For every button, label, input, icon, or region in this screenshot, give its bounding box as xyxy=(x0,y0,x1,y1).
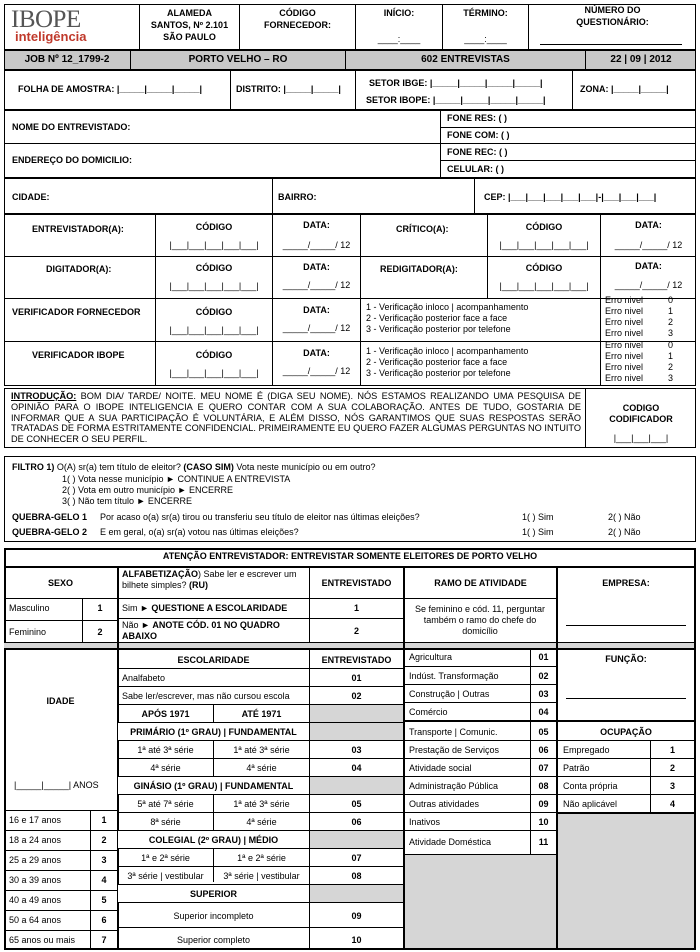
critico-data-field[interactable]: _____/_____/ 12 xyxy=(614,240,683,250)
idade-code: 2 xyxy=(101,835,107,845)
verif-forn-codigo-label: CÓDIGO xyxy=(195,307,233,317)
empresa-header: EMPRESA: xyxy=(602,578,650,588)
sup-row-2-code: 10 xyxy=(351,935,362,945)
digitador-data-field[interactable]: _____/_____/ 12 xyxy=(282,280,351,290)
ramo-row[interactable]: Comércio xyxy=(409,707,448,717)
idade-anos-field[interactable]: |_____|_____| ANOS xyxy=(14,780,99,790)
quebra-gelo-2-sim[interactable]: 1( ) Sim xyxy=(522,527,554,537)
gin-row-2-ate[interactable]: 4ª série xyxy=(246,817,277,827)
ramo-row[interactable]: Agricultura xyxy=(409,652,453,662)
ramo-code: 10 xyxy=(538,817,549,827)
gin-row-1-apos[interactable]: 5ª até 7ª série xyxy=(137,799,194,809)
entrevistador-data-label: DATA: xyxy=(303,220,330,230)
job-city: PORTO VELHO – RO xyxy=(188,54,288,65)
erro-label: Erro nivel xyxy=(605,373,644,383)
cidade-field[interactable]: CIDADE: xyxy=(12,192,50,202)
folha-amostra-field[interactable]: FOLHA DE AMOSTRA: |_____|_____|_____| xyxy=(18,84,202,94)
ramo-code: 11 xyxy=(538,837,549,847)
ramo-code: 06 xyxy=(538,745,549,755)
col-row-2-apos[interactable]: 3ª série | vestibular xyxy=(127,871,204,881)
erro-num: 2 xyxy=(668,362,674,372)
sup-row-1-code: 09 xyxy=(351,911,362,921)
distrito-field[interactable]: DISTRITO: |_____|_____| xyxy=(236,84,341,94)
zona-field[interactable]: ZONA: |_____|_____| xyxy=(580,84,669,94)
gin-row-2-code: 06 xyxy=(351,817,362,827)
intro-text xyxy=(11,391,581,445)
escol-sabe-ler-code: 02 xyxy=(351,691,362,701)
funcao-field[interactable] xyxy=(566,698,686,699)
gin-row-1-ate[interactable]: 1ª até 3ª série xyxy=(233,799,290,809)
ocupacao-row[interactable]: Patrão xyxy=(563,763,590,773)
verif-ibope-option-3: 3 - Verificação posterior por telefone xyxy=(366,368,511,378)
alfab-nao-text: Não ► xyxy=(122,620,153,630)
verificador-fornecedor-label: VERIFICADOR FORNECEDOR xyxy=(12,307,141,317)
prim-row-2-code: 04 xyxy=(351,763,362,773)
apos-1971-header: APÓS 1971 xyxy=(141,709,190,719)
idade-code: 5 xyxy=(101,895,107,905)
job-date: 22 | 09 | 2012 xyxy=(610,54,672,65)
sexo-masculino[interactable]: Masculino xyxy=(9,603,50,613)
erro-label: Erro nivel xyxy=(605,317,644,327)
redigitador-data-field[interactable]: _____/_____/ 12 xyxy=(614,280,683,290)
filtro-question-text: O(A) sr(a) tem título de eleitor? xyxy=(54,462,181,472)
entrevistador-codigo-field[interactable]: |___|___|___|___|___| xyxy=(169,240,259,250)
erro-num: 3 xyxy=(668,373,674,383)
filtro-option-2[interactable]: 2( ) Vota em outro município ► ENCERRE xyxy=(62,485,233,495)
redigitador-label: REDIGITADOR(A): xyxy=(380,264,458,274)
atencao-banner: ATENÇÃO ENTREVISTADOR: ENTREVISTAR SOMENTE ELEITORES DE PORTO VELHO xyxy=(162,551,538,561)
verif-ibope-option-1: 1 - Verificação inloco | acompanhamento xyxy=(366,346,529,356)
escol-sabe-ler[interactable]: Sabe ler/escrever, mas não cursou escola xyxy=(122,691,290,701)
col-row-1-code: 07 xyxy=(351,853,362,863)
address-line-2: SANTOS, Nº 2.101 xyxy=(150,20,229,30)
idade-header: IDADE xyxy=(46,696,75,706)
idade-row[interactable]: 30 a 39 anos xyxy=(9,875,62,885)
filtro-option-3[interactable]: 3( ) Não tem título ► ENCERRE xyxy=(62,496,192,506)
logo-inteligencia-text: inteligência xyxy=(15,29,87,44)
ramo-code: 05 xyxy=(538,727,549,737)
alfab-nao-option[interactable] xyxy=(122,620,306,642)
col-row-2-code: 08 xyxy=(351,871,362,881)
ginasio-header: GINÁSIO (1º GRAU) | FUNDAMENTAL xyxy=(133,781,294,791)
setor-ibge-field[interactable]: SETOR IBGE: |_____|_____|_____|_____| xyxy=(369,78,543,88)
inicio-label: INÍCIO: xyxy=(383,8,415,18)
ramo-row[interactable]: Outras atividades xyxy=(409,799,480,809)
quebra-gelo-1-text: Por acaso o(a) sr(a) tirou ou transferiu seu título de eleitor nas últimas eleições? xyxy=(100,512,420,522)
job-interviews: 602 ENTREVISTAS xyxy=(421,54,510,65)
contact-block xyxy=(4,110,696,178)
alfab-sim-code: 1 xyxy=(353,603,359,613)
erro-label: Erro nivel xyxy=(605,328,644,338)
ocupacao-row[interactable]: Não aplicável xyxy=(563,799,618,809)
idade-code: 3 xyxy=(101,855,107,865)
col-row-1-ate[interactable]: 1ª e 2ª série xyxy=(237,853,286,863)
colegial-header: COLEGIAL (2º GRAU) | MÉDIO xyxy=(148,835,279,845)
entrevistador-data-field[interactable]: _____/_____/ 12 xyxy=(282,240,351,250)
prim-row-2-apos[interactable]: 4ª série xyxy=(150,763,181,773)
numero-questionario-field[interactable] xyxy=(540,44,682,45)
verif-forn-data-label: DATA: xyxy=(303,305,330,315)
alfabetizacao-label: ALFABETIZAÇÃO xyxy=(122,569,198,579)
ramo-code: 08 xyxy=(538,781,549,791)
bairro-field[interactable]: BAIRRO: xyxy=(278,192,317,202)
empresa-field[interactable] xyxy=(566,625,686,626)
numero-questionario-label-2: QUESTIONÁRIO: xyxy=(576,17,649,27)
erro-num: 0 xyxy=(668,295,674,305)
idade-code: 1 xyxy=(101,815,107,825)
idade-row[interactable]: 16 e 17 anos xyxy=(9,815,62,825)
sexo-feminino[interactable]: Feminino xyxy=(9,627,47,637)
primario-header: PRIMÁRIO (1º GRAU) | FUNDAMENTAL xyxy=(130,727,297,737)
alfab-sim-option[interactable] xyxy=(122,603,287,613)
verif-forn-codigo-field[interactable]: |___|___|___|___|___| xyxy=(169,325,259,335)
fone-rec-field[interactable]: FONE REC: ( ) xyxy=(447,147,508,157)
codigo-fornecedor-label: CÓDIGO xyxy=(279,8,316,18)
ocupacao-code: 4 xyxy=(669,799,675,809)
alfab-nao-action: ANOTE CÓD. 01 NO QUADRO ABAIXO xyxy=(122,620,280,641)
erro-num: 2 xyxy=(668,317,674,327)
ramo-row[interactable]: Atividade social xyxy=(409,763,472,773)
prim-row-1-ate[interactable]: 1ª até 3ª série xyxy=(233,745,290,755)
erro-label: Erro nivel xyxy=(605,351,644,361)
celular-field[interactable]: CELULAR: ( ) xyxy=(447,164,504,174)
quebra-gelo-2-label: QUEBRA-GELO 2 xyxy=(12,527,88,537)
funcao-header: FUNÇÃO: xyxy=(605,654,647,664)
redigitador-codigo-field[interactable]: |___|___|___|___|___| xyxy=(499,281,589,291)
inicio-time-field[interactable]: ____:____ xyxy=(377,34,421,44)
escol-analfabeto-code: 01 xyxy=(351,673,362,683)
alfabetizacao-ru: (RU) xyxy=(189,580,209,590)
erro-label: Erro nivel xyxy=(605,295,644,305)
critico-label: CRÍTICO(A): xyxy=(396,224,449,234)
alfab-sim-text: Sim ► xyxy=(122,603,152,613)
ate-1971-header: ATÉ 1971 xyxy=(241,709,282,719)
endereco-field[interactable]: ENDEREÇO DO DOMICILIO: xyxy=(12,155,133,165)
ocupacao-gray-fill xyxy=(558,814,694,948)
erro-label: Erro nivel xyxy=(605,340,644,350)
ramo-header: RAMO DE ATIVIDADE xyxy=(434,578,527,588)
ramo-row[interactable]: Inativos xyxy=(409,817,441,827)
address-line-1: ALAMEDA xyxy=(167,8,212,18)
col-row-1-apos[interactable]: 1ª e 2ª série xyxy=(141,853,190,863)
filtro-label: FILTRO 1) xyxy=(12,462,55,472)
prim-row-1-apos[interactable]: 1ª até 3ª série xyxy=(137,745,194,755)
idade-row[interactable]: 18 a 24 anos xyxy=(9,835,62,845)
prim-row-2-ate[interactable]: 4ª série xyxy=(246,763,277,773)
verif-ibope-codigo-field[interactable]: |___|___|___|___|___| xyxy=(169,368,259,378)
redigitador-codigo-label: CÓDIGO xyxy=(525,263,563,273)
quebra-gelo-2-text: E em geral, o(a) sr(a) votou nas últimas eleições? xyxy=(100,527,299,537)
ocupacao-row[interactable]: Empregado xyxy=(563,745,610,755)
ramo-code: 07 xyxy=(538,763,549,773)
ramo-row[interactable]: Construção | Outras xyxy=(409,689,490,699)
codigo-fornecedor-label-2: FORNECEDOR: xyxy=(264,20,331,30)
filtro-question-text-2: Vota neste município ou em outro? xyxy=(233,462,376,472)
verif-forn-option-3: 3 - Verificação posterior por telefone xyxy=(366,324,511,334)
ocupacao-code: 3 xyxy=(669,781,675,791)
alfabetizacao-text: ) Sabe ler e escrever um bilhete simples? xyxy=(122,569,297,590)
filtro-question xyxy=(12,462,375,472)
codificador-label-2: CODIFICADOR xyxy=(609,414,673,424)
ramo-row[interactable]: Indúst. Transformação xyxy=(409,671,499,681)
nome-entrevistado-field[interactable]: NOME DO ENTREVISTADO: xyxy=(12,122,131,132)
gin-row-2-apos[interactable]: 8ª série xyxy=(150,817,181,827)
alfab-entrevistado-header: ENTREVISTADO xyxy=(321,578,392,588)
erro-num: 0 xyxy=(668,340,674,350)
ocupacao-code: 1 xyxy=(669,745,675,755)
verif-ibope-codigo-label: CÓDIGO xyxy=(195,350,233,360)
ramo-code: 01 xyxy=(538,652,549,662)
superior-header: SUPERIOR xyxy=(189,889,237,899)
verif-ibope-data-label: DATA: xyxy=(303,348,330,358)
col-row-2-ate[interactable]: 3ª série | vestibular xyxy=(223,871,300,881)
logo-ibope-text: IBOPE xyxy=(11,6,81,33)
setor-ibope-field[interactable]: SETOR IBOPE: |_____|_____|_____|_____| xyxy=(366,95,546,105)
erro-num: 3 xyxy=(668,328,674,338)
termino-label: TÉRMINO: xyxy=(463,8,508,18)
sup-row-2[interactable]: Superior completo xyxy=(176,935,251,945)
escol-analfabeto[interactable]: Analfabeto xyxy=(122,673,166,683)
cep-field[interactable]: CEP: |___|___|___|___|___|-|___|___|___| xyxy=(484,192,657,202)
ramo-code: 03 xyxy=(538,689,549,699)
erro-num: 1 xyxy=(668,351,674,361)
numero-questionario-label: NÚMERO DO xyxy=(584,5,641,15)
idade-code: 4 xyxy=(101,875,107,885)
idade-row[interactable]: 25 a 29 anos xyxy=(9,855,62,865)
filtro-caso: (CASO SIM) xyxy=(180,462,234,472)
alfab-nao-code: 2 xyxy=(353,626,359,636)
ramo-code: 02 xyxy=(538,671,549,681)
ramo-code: 04 xyxy=(538,707,549,717)
digitador-codigo-field[interactable]: |___|___|___|___|___| xyxy=(169,281,259,291)
idade-row[interactable]: 65 anos ou mais xyxy=(9,935,76,945)
verificador-ibope-label: VERIFICADOR IBOPE xyxy=(32,350,125,360)
verif-ibope-option-2: 2 - Verificação posterior face a face xyxy=(366,357,508,367)
verif-forn-option-1: 1 - Verificação inloco | acompanhamento xyxy=(366,302,529,312)
gin-row-1-code: 05 xyxy=(351,799,362,809)
idade-row[interactable]: 50 a 64 anos xyxy=(9,915,62,925)
fone-com-field[interactable]: FONE COM: ( ) xyxy=(447,130,510,140)
ramo-row[interactable]: Prestação de Serviços xyxy=(409,745,500,755)
codificador-field[interactable]: |___|___|___| xyxy=(613,433,669,443)
idade-row[interactable]: 40 a 49 anos xyxy=(9,895,62,905)
escol-entrevistado-header: ENTREVISTADO xyxy=(321,655,392,665)
critico-codigo-label: CÓDIGO xyxy=(525,222,563,232)
sexo-header: SEXO xyxy=(47,578,73,588)
digitador-data-label: DATA: xyxy=(303,262,330,272)
ocupacao-code: 2 xyxy=(669,763,675,773)
erro-label: Erro nivel xyxy=(605,306,644,316)
fone-res-field[interactable]: FONE RES: ( ) xyxy=(447,113,507,123)
erro-label: Erro nivel xyxy=(605,362,644,372)
critico-data-label: DATA: xyxy=(635,220,662,230)
sexo-masculino-code: 1 xyxy=(97,603,103,613)
digitador-label: DIGITADOR(A): xyxy=(46,264,112,274)
termino-time-field[interactable]: ____:____ xyxy=(464,34,507,44)
codificador-label: CODIGO xyxy=(622,403,660,413)
intro-label: INTRODUÇÃO: xyxy=(11,391,77,401)
ramo-row[interactable]: Transporte | Comunic. xyxy=(409,727,498,737)
alfabetizacao-question xyxy=(122,569,306,591)
sup-row-1[interactable]: Superior incompleto xyxy=(173,911,254,921)
quebra-gelo-1-sim[interactable]: 1( ) Sim xyxy=(522,512,554,522)
verif-forn-option-2: 2 - Verificação posterior face a face xyxy=(366,313,508,323)
sexo-feminino-code: 2 xyxy=(97,627,103,637)
quebra-gelo-1-nao[interactable]: 2( ) Não xyxy=(608,512,641,522)
quebra-gelo-1-label: QUEBRA-GELO 1 xyxy=(12,512,88,522)
ramo-row[interactable]: Administração Pública xyxy=(409,781,499,791)
alfab-sim-action: QUESTIONE A ESCOLARIDADE xyxy=(151,603,288,613)
intro-body: BOM DIA/ TARDE/ NOITE. MEU NOME É (DIGA SEU NOME). NÓS ESTAMOS REALIZANDO UMA PESQUISA DE OPINIÃO PARA O IBOPE INTELIGENCIA E QUERO CONTAR COM A SUA COLABORAÇÃO. ANTES DE TUDO, GOSTARIA DE INFORMAR QUE A SUA PARTICIPAÇÃO É VOLUNTÁRIA, E ALÉM DISSO, NÓS GARANTIMOS QUE SUAS RESPOSTAS SERÃO TRATADAS DE FORMA ESTRITAMENTE CONFIDENCIAL. PRIMEIRAMENTE EU QUERO FAZER ALGUMAS PERGUNTAS NO INTUITO DE CONHECER O SEU PERFIL. xyxy=(11,391,581,445)
verif-ibope-data-field[interactable]: _____/_____/ 12 xyxy=(282,366,351,376)
entrevistador-codigo-label: CÓDIGO xyxy=(195,222,233,232)
ramo-gray-fill xyxy=(405,855,556,948)
critico-codigo-field[interactable]: |___|___|___|___|___| xyxy=(499,240,589,250)
ocupacao-row[interactable]: Conta própria xyxy=(563,781,618,791)
erro-num: 1 xyxy=(668,306,674,316)
ramo-row[interactable]: Atividade Doméstica xyxy=(409,837,492,847)
digitador-codigo-label: CÓDIGO xyxy=(195,263,233,273)
quebra-gelo-2-nao[interactable]: 2( ) Não xyxy=(608,527,641,537)
redigitador-data-label: DATA: xyxy=(635,261,662,271)
ramo-code: 09 xyxy=(538,799,549,809)
job-number: JOB Nº 12_1799-2 xyxy=(24,54,110,65)
address-line-3: SÃO PAULO xyxy=(163,32,216,42)
ramo-note: Se feminino e cód. 11, perguntar também o ramo do chefe do domicílio xyxy=(415,604,545,636)
filtro-option-1[interactable]: 1( ) Vota nesse município ► CONTINUE A ENTREVISTA xyxy=(62,474,291,484)
escolaridade-header: ESCOLARIDADE xyxy=(177,655,250,665)
idade-code: 6 xyxy=(101,915,107,925)
entrevistador-label: ENTREVISTADOR(A): xyxy=(32,224,124,234)
idade-code: 7 xyxy=(101,935,107,945)
ocupacao-header: OCUPAÇÃO xyxy=(600,727,652,737)
verif-forn-data-field[interactable]: _____/_____/ 12 xyxy=(282,323,351,333)
prim-row-1-code: 03 xyxy=(351,745,362,755)
